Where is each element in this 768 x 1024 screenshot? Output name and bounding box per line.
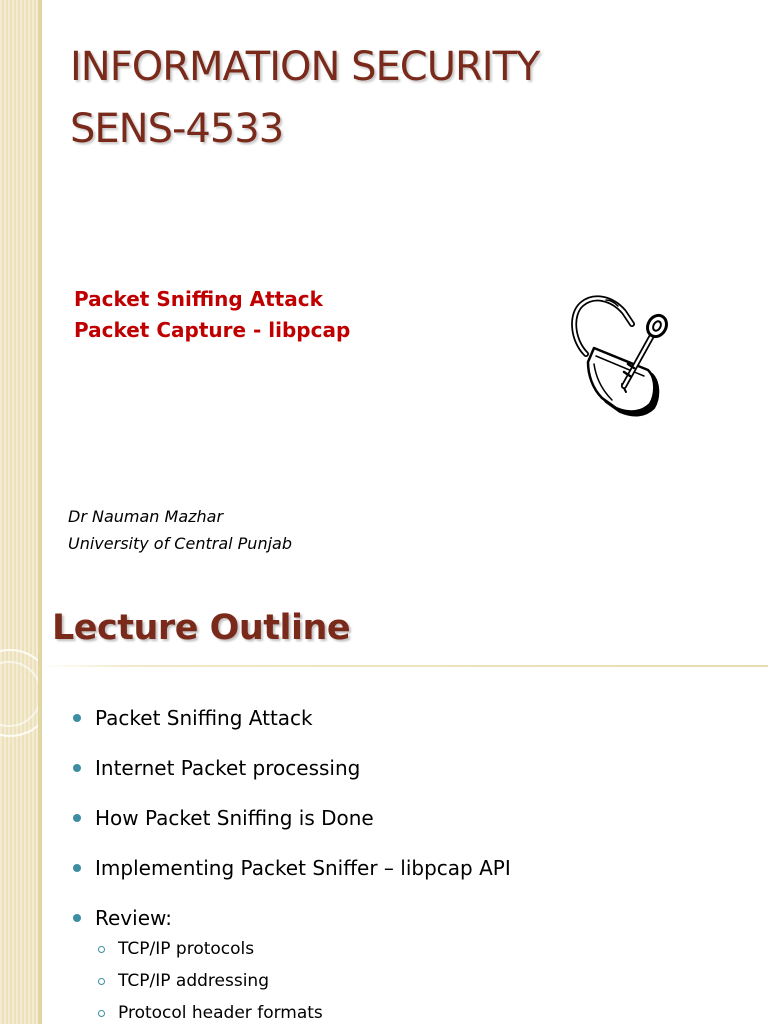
outline-list xyxy=(72,693,511,943)
subtitle-line-2: Packet Capture - libpcap xyxy=(74,318,351,342)
sub-list-item: Protocol header formats xyxy=(98,997,323,1024)
list-item: Internet Packet processing xyxy=(72,743,511,793)
decorative-side-stripe xyxy=(0,577,42,1024)
lecture-subtitle xyxy=(74,284,350,346)
subtitle-line-1: Packet Sniffing Attack xyxy=(74,287,323,311)
author-name: Dr Nauman Mazhar xyxy=(68,507,224,526)
padlock-key-icon xyxy=(566,288,676,420)
author-affiliation: University of Central Punjab xyxy=(68,534,292,553)
review-sublist xyxy=(98,933,323,1024)
list-item: Review: xyxy=(72,893,511,943)
title-divider xyxy=(42,665,768,667)
list-item: Packet Sniffing Attack xyxy=(72,693,511,743)
decorative-side-stripe xyxy=(0,0,42,577)
sub-list-item: TCP/IP protocols xyxy=(98,933,323,965)
sub-list-item: TCP/IP addressing xyxy=(98,965,323,997)
course-title xyxy=(70,36,539,160)
list-item: How Packet Sniffing is Done xyxy=(72,793,511,843)
list-item: Implementing Packet Sniffer – libpcap API xyxy=(72,843,511,893)
slide-title: Lecture Outline xyxy=(52,608,351,648)
author-block xyxy=(68,503,292,557)
course-title-line-1: INFORMATION SECURITY xyxy=(70,44,540,90)
course-code: SENS-4533 xyxy=(70,106,284,152)
slide-lecture-outline xyxy=(0,577,768,1024)
